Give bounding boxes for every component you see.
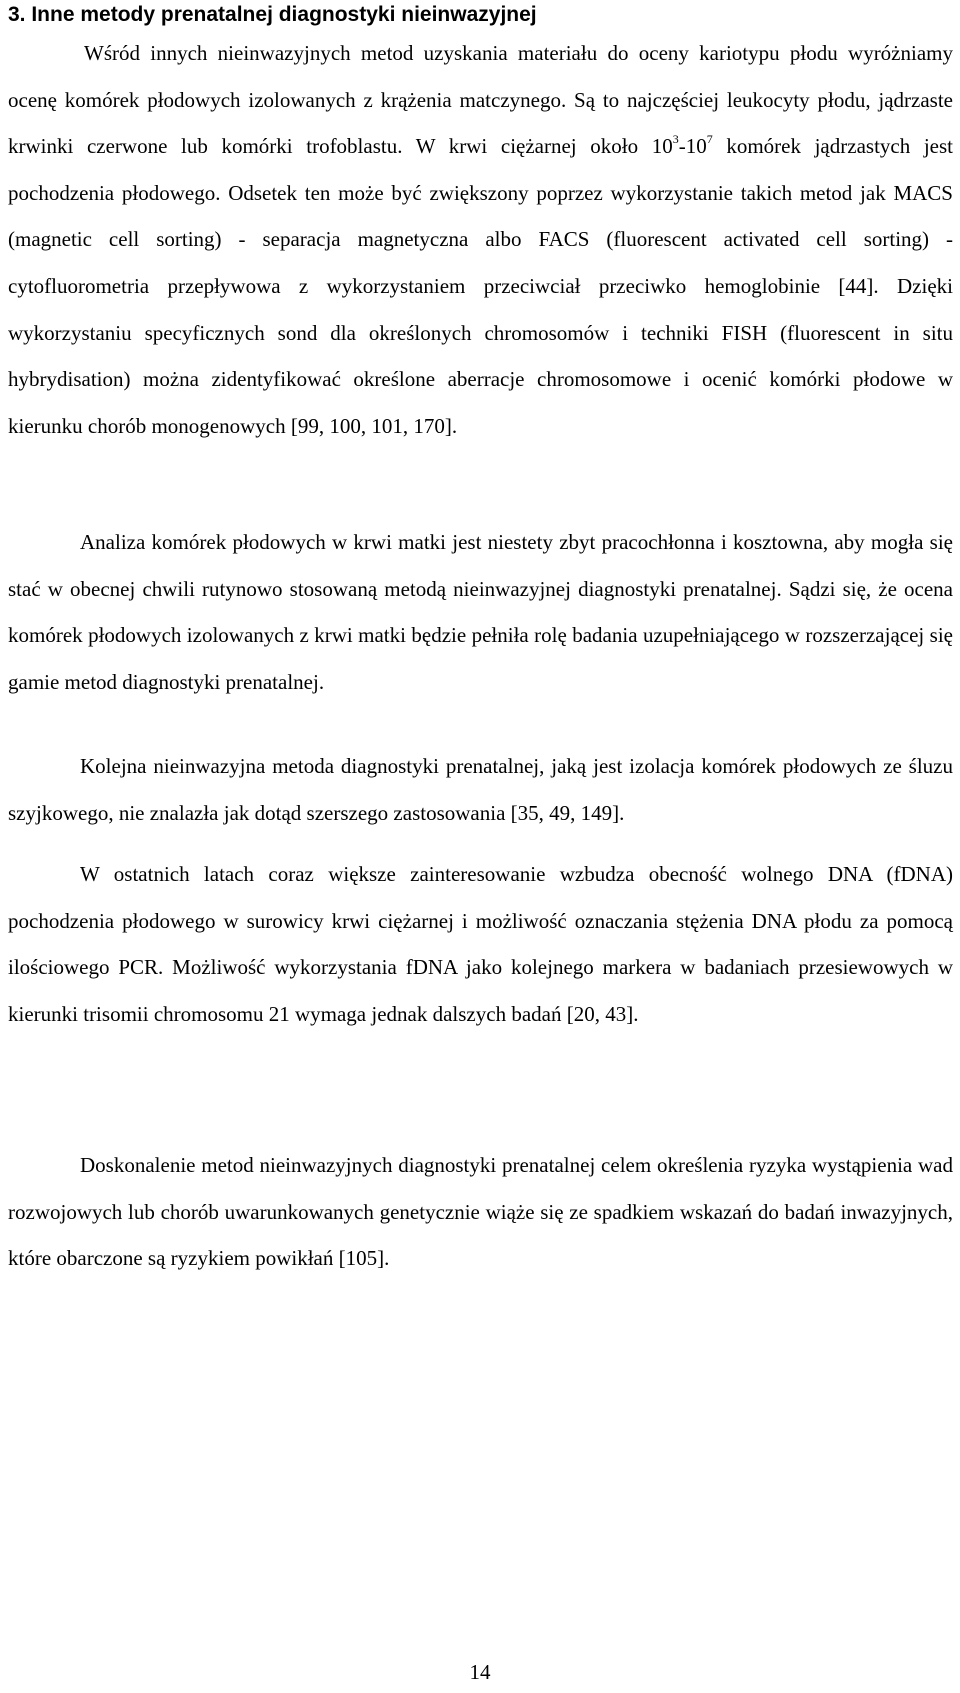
- paragraph-1-text-b: -10: [678, 134, 707, 159]
- paragraph-improvement: Doskonalenie metod nieinwazyjnych diagnostyki prenatalnej celem określenia ryzyka wystąpienia wad rozwojowych lub chorób uwarunkowanych genetycznie wiąże się ze spadkiem wskazań do badań inwazyjnych, które obarczone są ryzykiem powikłań [105].: [8, 1153, 953, 1271]
- paragraph-1-text-c: komórek jądrzastych jest pochodzenia płodowego. Odsetek ten może być zwiększony poprzez wykorzystanie takich metod jak MACS (magnetic cell sorting) - separacja magnetyczna albo FACS (fluorescent activated cell sorting) - cytofluorometria przepływowa z wykorzystaniem przeciwciał przeciwko hemoglobinie [44]. Dzięki wykorzystaniu specyficznych sond dla określonych chromosomów i techniki FISH (fluorescent in situ hybrydisation) można zidentyfikować określone aberracje chromosomowe i ocenić komórki płodowe w kierunku chorób monogenowych [99, 100, 101, 170].: [8, 134, 953, 438]
- paragraph-cervical-mucus: Kolejna nieinwazyjna metoda diagnostyki prenatalnej, jaką jest izolacja komórek płodowych ze śluzu szyjkowego, nie znalazła jak dotąd szerszego zastosowania [35, 49, 149].: [8, 754, 953, 825]
- page-number: 14: [469, 1660, 491, 1684]
- paragraph-analysis-cost: Analiza komórek płodowych w krwi matki jest niestety zbyt pracochłonna i kosztowna, aby mogła się stać w obecnej chwili rutynowo stosowaną metodą nieinwazyjnej diagnostyki prenatalnej. Sądzi się, że ocena komórek płodowych izolowanych z krwi matki będzie pełniła rolę badania uzupełniającego w rozszerzającej się gamie metod diagnostyki prenatalnej.: [8, 530, 953, 694]
- section-heading: 3. Inne metody prenatalnej diagnostyki nieinwazyjnej: [8, 3, 537, 26]
- superscript-exponent-7: 7: [706, 132, 713, 147]
- paragraph-free-dna: W ostatnich latach coraz większe zainteresowanie wzbudza obecność wolnego DNA (fDNA) pochodzenia płodowego w surowicy krwi ciężarnej i możliwość oznaczania stężenia DNA płodu za pomocą ilościowego PCR. Możliwość wykorzystania fDNA jako kolejnego markera w badaniach przesiewowych w kierunki trisomii chromosomu 21 wymaga jednak dalszych badań [20, 43].: [8, 862, 953, 1026]
- paragraph-fetal-cells: [8, 30, 953, 449]
- superscript-exponent-3: 3: [672, 132, 679, 147]
- paragraph-1-text-a: Wśród innych nieinwazyjnych metod uzyskania materiału do oceny kariotypu płodu wyróżniamy ocenę komórek płodowych izolowanych z krążenia matczynego. Są to najczęściej leukocyty płodu, jądrzaste krwinki czerwone lub komórki trofoblastu. W krwi ciężarnej około 10: [8, 41, 953, 159]
